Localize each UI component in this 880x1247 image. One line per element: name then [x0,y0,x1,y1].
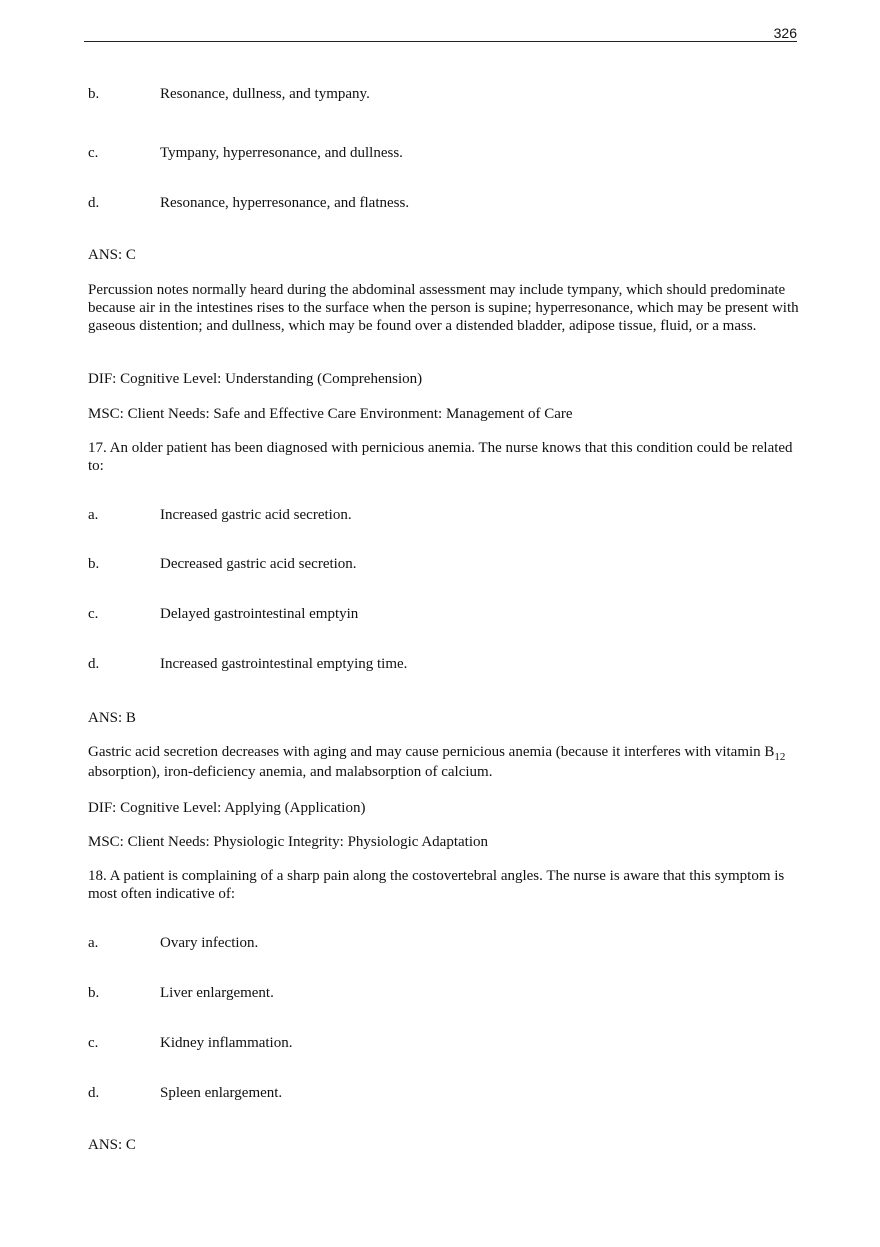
option-letter: d. [88,1085,100,1101]
option-letter: a. [88,935,99,951]
rationale: Percussion notes normally heard during the abdominal assessment may include tympany, which should predominate because air in the intestines rises to the surface when the person is supine; hyperresonance, which may be present with gaseous distention; and dullness, which may be found over a distended bladder, adipose tissue, fluid, or a mass. [88,282,799,335]
rationale-text: Gastric acid secretion decreases with aging and may cause pernicious anemia (because it interferes with vitamin B [88,744,775,760]
option-letter: c. [88,1035,99,1051]
option-letter: a. [88,507,99,523]
option-text: Decreased gastric acid secretion. [160,556,357,572]
option-letter: d. [88,656,100,672]
difficulty: DIF: Cognitive Level: Applying (Application) [88,800,366,816]
option-letter: c. [88,606,99,622]
answer: ANS: C [88,1137,136,1153]
option-text: Resonance, dullness, and tympany. [160,86,370,102]
rationale [88,743,800,782]
option-letter: b. [88,556,100,572]
option-letter: b. [88,985,100,1001]
client-needs: MSC: Client Needs: Physiologic Integrity: Physiologic Adaptation [88,834,488,850]
client-needs: MSC: Client Needs: Safe and Effective Care Environment: Management of Care [88,406,573,422]
question-stem: 18. A patient is complaining of a sharp pain along the costovertebral angles. The nurse is aware that this symptom is most often indicative of: [88,868,785,903]
answer: ANS: B [88,710,136,726]
question-stem: 17. An older patient has been diagnosed with pernicious anemia. The nurse knows that this condition could be related to: [88,440,793,475]
header-rule [84,41,797,42]
option-text: Resonance, hyperresonance, and flatness. [160,195,410,211]
option-text: Liver enlargement. [160,985,274,1001]
option-letter: c. [88,145,99,161]
option-text: Ovary infection. [160,935,259,951]
rationale-text: absorption), iron-deficiency anemia, and malabsorption of calcium. [88,763,493,780]
option-text: Increased gastrointestinal emptying time. [160,656,408,672]
option-text: Spleen enlargement. [160,1085,283,1101]
subscript: 12 [774,751,786,763]
option-text: Kidney inflammation. [160,1035,293,1051]
option-text: Increased gastric acid secretion. [160,507,352,523]
option-letter: d. [88,195,100,211]
difficulty: DIF: Cognitive Level: Understanding (Comprehension) [88,371,423,387]
answer: ANS: C [88,247,136,263]
option-text: Delayed gastrointestinal emptyin [160,606,359,622]
page-number: 326 [773,25,797,41]
option-letter: b. [88,86,100,102]
option-text: Tympany, hyperresonance, and dullness. [160,145,403,161]
